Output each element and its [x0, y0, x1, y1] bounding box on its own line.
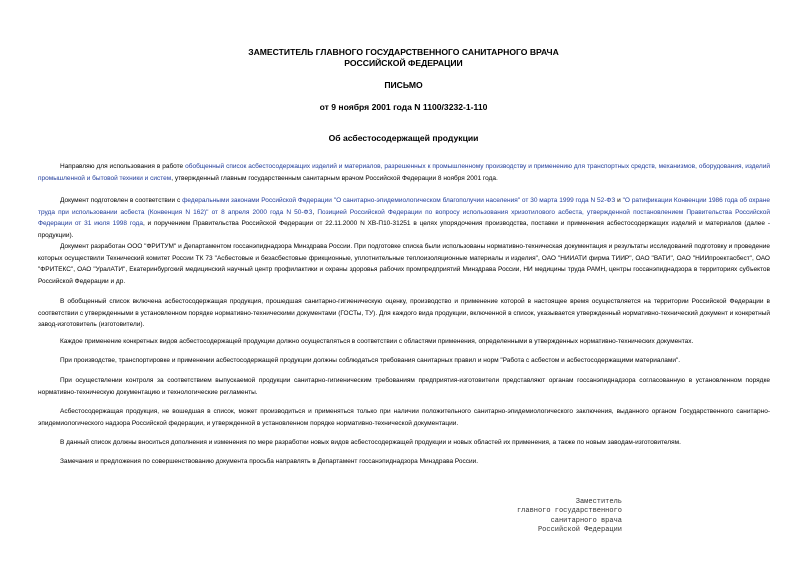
signature-line-1: Заместитель — [575, 498, 622, 506]
signature-line-3: санитарного врача — [550, 516, 622, 525]
paragraph-4: В обобщенный список включена асбестосодержащая продукция, прошедшая санитарно-гигиеническую оценку, производство и применение которой в настоящее время осуществляется на территории Российской Федерации в соответствии с утвержденными в установленном порядке нормативно-техническими документами (ГОСТы, ТУ). Для каждого вида продукции, включенной в список, указывается утвержденный нормативно-технический документ и конкретный завод-изготовитель (изготовители). — [38, 298, 770, 329]
link-asbestos-list[interactable]: обобщенный список асбестосодержащих изделий и материалов, разрешенных к промышленному производству и применению для транспортных средств, механизмов, оборудования, изделий промышленной и бытовой техники и систем — [38, 163, 770, 182]
document-subject: Об асбестосодержащей продукции — [328, 133, 479, 143]
link-government-position[interactable]: Позицией Российской Федерации по вопросу использования хризотилового асбеста, утвержденной постановлением Правительства Российской Федерации от 31 июля 1998 года — [38, 208, 770, 228]
paragraph-5: Каждое применение конкретных видов асбестосодержащей продукции должно осуществляться в соответствии с областями применения, определенными в утвержденных нормативно-технических документах. — [60, 338, 694, 345]
link-federal-law-50[interactable]: "О ратификации Конвенции 1986 года об охране труда при использовании асбеста (Конвенция N 162)" от 8 апреля 2000 года N 50-ФЗ — [38, 197, 770, 216]
document-type: ПИСЬМО — [384, 80, 423, 90]
paragraph-7: При осуществлении контроля за соответствием выпускаемой продукции санитарно-гигиеническим требованиям предприятия-изготовители представляют органам госсанэпиднадзора согласованную в установленном порядке нормативно-техническую документацию и технологические регламенты. — [38, 377, 770, 396]
paragraph-9: В данный список должны вноситься дополнения и изменения по мере разработки новых видов асбестосодержащей продукции и новых областей их применения, а также по новым заводам-изготовителям. — [60, 439, 681, 446]
link-federal-law-52[interactable]: федеральными законами Российской Федерации "О санитарно-эпидемиологическом благополучии населения" от 30 марта 1999 года N 52-ФЗ — [182, 197, 616, 204]
paragraph-10: Замечания и предложения по совершенствованию документа просьба направлять в Департамент госсанэпиднадзора Минздрава России. — [60, 458, 479, 465]
issuer-title-line2: РОССИЙСКОЙ ФЕДЕРАЦИИ — [344, 58, 463, 68]
signature-line-4: Российской Федерации — [537, 526, 622, 535]
paragraph-8: Асбестосодержащая продукция, не вошедшая в список, может производиться и применяться только при наличии положительного санитарно-эпидемиологического заключения, выданного органом Государственного санитарно-эпидемиологического надзора Российской федерации, и утвержденной в установленном порядке нормативно-технической документации. — [38, 408, 770, 427]
paragraph-3: Документ разработан ООО "ФРИТУМ" и Департаментом госсанэпиднадзора Минздрава России. При подготовке списка были использованы нормативно-техническая документация и результаты исследований подготовку и проведение которых осуществили Технический комитет России ТК 73 "Асбестовые и безасбестовые фрикционные, уплотнительные теплоизоляционные материалы и изделия", ОАО "НИИАТИ фирма ТИИР", ОАО "ВАТИ", ОАО "НИИпроектасбест", ОАО "ФРИТЕКС", ОАО "УралАТИ", Екатеринбургский медицинский научный центр профилактики и охраны здоровья рабочих промпредприятий Минздрава России, НИ медицины труда РАМН, центры госсанэпиднадзора в территориях субъектов Российской Федерации и др. — [38, 243, 770, 285]
paragraph-1: Направляю для использования в работе обобщенный список асбестосодержащих изделий и материалов, разрешенных к промышленному производству и применению для транспортных средств, механизмов, оборудования, изделий промышленной и бытовой техники и систем, утвержденный главным государственным санитарным врачом Российской Федерации 8 ноября 2001 года. — [38, 163, 770, 182]
issuer-title-line1: ЗАМЕСТИТЕЛЬ ГЛАВНОГО ГОСУДАРСТВЕННОГО САНИТАРНОГО ВРАЧА — [248, 47, 559, 57]
paragraph-6: При производстве, транспортировке и применении асбестосодержащей продукции должны соблюдаться требования санитарных правил и норм "Работа с асбестом и асбестосодержащими материалами". — [60, 357, 681, 364]
document-date-number: от 9 ноября 2001 года N 1100/3232-1-110 — [319, 102, 488, 112]
signature-block — [486, 498, 622, 536]
signature-line-2: главного государственного — [516, 507, 622, 516]
paragraph-2: Документ подготовлен в соответствии с федеральными законами Российской Федерации "О санитарно-эпидемиологическом благополучии населения" от 30 марта 1999 года N 52-ФЗ и "О ратификации Конвенции 1986 года об охране труда при использовании асбеста (Конвенция N 162)" от 8 апреля 2000 года N 50-ФЗ, Позицией Российской Федерации по вопросу использования хризотилового асбеста, утвержденной постановлением Правительства Российской Федерации от 31 июля 1998 года, и поручением Правительства Российской Федерации от 22.11.2000 N ХВ-П10-31251 в целях упорядочения производства, поставки и применения асбестосодержащих изделий и материалов (далее - продукции). — [38, 197, 770, 239]
